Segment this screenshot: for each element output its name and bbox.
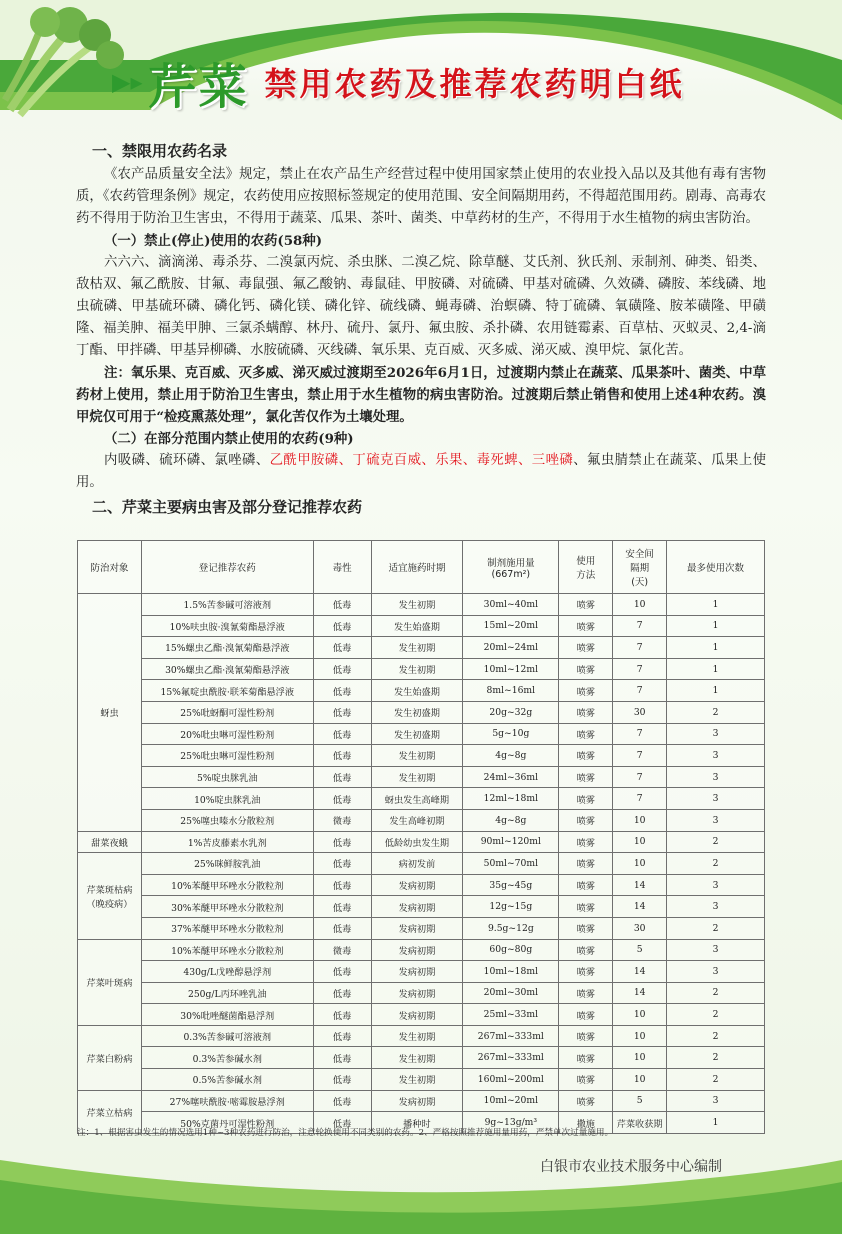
pesticide-cell: 15%螺虫乙酯·溴氰菊酯悬浮液 [141,637,313,659]
method-cell: 喷雾 [559,1090,613,1112]
header-method: 使用 方法 [559,541,613,594]
target-cell: 芹菜立枯病 [78,1090,142,1133]
interval-cell: 10 [613,594,667,616]
bottom-green-wave [0,1130,842,1234]
max-times-cell: 3 [667,874,765,896]
max-times-cell: 2 [667,1025,765,1047]
method-cell: 喷雾 [559,961,613,983]
credit: 白银市农业技术服务中心编制 [540,1159,722,1175]
dosage-cell: 20g~32g [463,701,559,723]
max-times-cell: 3 [667,745,765,767]
dosage-cell: 20ml~24ml [463,637,559,659]
interval-cell: 7 [613,766,667,788]
section1-intro: 《农产品质量安全法》规定，禁止在农产品生产经营过程中使用国家禁止使用的农业投入品以及其他有毒有害物质，《农药管理条例》规定，农药使用应按照标签规定的使用范围、安全间隔期用药，不得超范围用药。剧毒、高毒农药不得用于防治卫生害虫，不得用于蔬菜、瓜果、茶叶、菌类、中草药材的生产，不得用于水生植物的病虫害防治。 [76,167,766,226]
title-subtitle: 禁用农药及推荐农药明白纸 [264,65,685,103]
table-row [78,723,765,745]
table-row [78,594,765,616]
pesticide-cell: 10%苯醚甲环唑水分散粒剂 [141,939,313,961]
toxicity-cell: 低毒 [313,637,371,659]
timing-cell: 发生初盛期 [371,701,463,723]
method-cell: 喷雾 [559,680,613,702]
max-times-cell: 2 [667,1004,765,1026]
method-cell: 喷雾 [559,939,613,961]
dosage-cell: 25ml~33ml [463,1004,559,1026]
toxicity-cell: 低毒 [313,1025,371,1047]
interval-cell: 10 [613,809,667,831]
dosage-cell: 35g~45g [463,874,559,896]
method-cell: 喷雾 [559,637,613,659]
method-cell: 喷雾 [559,896,613,918]
max-times-cell: 1 [667,1112,765,1134]
table-header-row [78,541,765,594]
header-toxicity: 毒性 [313,541,371,594]
interval-cell: 7 [613,615,667,637]
table-row [78,766,765,788]
interval-cell: 10 [613,1069,667,1091]
method-cell: 喷雾 [559,594,613,616]
pesticide-cell: 37%苯醚甲环唑水分散粒剂 [141,917,313,939]
max-times-cell: 2 [667,1047,765,1069]
table-row [78,917,765,939]
interval-cell: 7 [613,680,667,702]
section-banned-list [76,140,766,524]
dosage-cell: 4g~8g [463,809,559,831]
table-row [78,1004,765,1026]
table-row [78,896,765,918]
timing-cell: 发病初期 [371,939,463,961]
max-times-cell: 2 [667,982,765,1004]
interval-cell: 7 [613,723,667,745]
timing-cell: 发生始盛期 [371,680,463,702]
table-row [78,637,765,659]
toxicity-cell: 低毒 [313,831,371,853]
section2-heading: 二、芹菜主要病虫害及部分登记推荐农药 [92,498,363,516]
pesticide-cell: 25%咪鲜胺乳油 [141,853,313,875]
dosage-cell: 30ml~40ml [463,594,559,616]
max-times-cell: 2 [667,831,765,853]
toxicity-cell: 低毒 [313,1112,371,1134]
timing-cell: 发病初期 [371,982,463,1004]
max-times-cell: 3 [667,1090,765,1112]
max-times-cell: 3 [667,809,765,831]
method-cell: 喷雾 [559,1069,613,1091]
pesticide-cell: 5%啶虫脒乳油 [141,766,313,788]
method-cell: 喷雾 [559,874,613,896]
timing-cell: 发生初期 [371,1025,463,1047]
pesticide-cell: 25%吡虫啉可湿性粉剂 [141,745,313,767]
interval-cell: 7 [613,637,667,659]
max-times-cell: 3 [667,766,765,788]
toxicity-cell: 低毒 [313,961,371,983]
method-cell: 喷雾 [559,615,613,637]
timing-cell: 播种时 [371,1112,463,1134]
header-interval: 安全间 隔期 (天) [613,541,667,594]
toxicity-cell: 低毒 [313,917,371,939]
pesticide-cell: 10%苯醚甲环唑水分散粒剂 [141,874,313,896]
toxicity-cell: 低毒 [313,745,371,767]
max-times-cell: 1 [667,615,765,637]
toxicity-cell: 低毒 [313,723,371,745]
header-max-times: 最多使用次数 [667,541,765,594]
header-pesticide: 登记推荐农药 [141,541,313,594]
pesticide-cell: 30%苯醚甲环唑水分散粒剂 [141,896,313,918]
pesticide-cell: 10%呋虫胺·溴氰菊酯悬浮液 [141,615,313,637]
target-cell: 芹菜白粉病 [78,1025,142,1090]
method-cell: 喷雾 [559,809,613,831]
timing-cell: 发病初期 [371,1090,463,1112]
timing-cell: 发生初期 [371,1047,463,1069]
toxicity-cell: 低毒 [313,1047,371,1069]
method-cell: 喷雾 [559,745,613,767]
timing-cell: 发病初期 [371,874,463,896]
toxicity-cell: 低毒 [313,982,371,1004]
sub1-note: 注：氧乐果、克百威、灭多威、涕灭威过渡期至2026年6月1日，过渡期内禁止在蔬菜、瓜果茶叶、菌类、中草药材上使用，禁止用于防治卫生害虫，禁止用于水生植物的病虫害防治。过渡期后禁止销售和使用上述4种农药。溴甲烷仅可用于“检疫熏蒸处理”，氯化苦仅作为土壤处理。 [76,365,766,425]
timing-cell: 发生高峰初期 [371,809,463,831]
timing-cell: 发生始盛期 [371,615,463,637]
method-cell: 喷雾 [559,831,613,853]
dosage-cell: 12g~15g [463,896,559,918]
toxicity-cell: 低毒 [313,1090,371,1112]
pesticide-table [77,540,765,1134]
timing-cell: 发生初期 [371,745,463,767]
method-cell: 喷雾 [559,1025,613,1047]
target-cell: 蚜虫 [78,594,142,832]
table-row [78,874,765,896]
interval-cell: 30 [613,701,667,723]
dosage-cell: 60g~80g [463,939,559,961]
toxicity-cell: 低毒 [313,1004,371,1026]
dosage-cell: 267ml~333ml [463,1025,559,1047]
pesticide-cell: 10%啶虫脒乳油 [141,788,313,810]
interval-cell: 7 [613,658,667,680]
dosage-cell: 267ml~333ml [463,1047,559,1069]
interval-cell: 14 [613,961,667,983]
toxicity-cell: 低毒 [313,701,371,723]
timing-cell: 发生初期 [371,637,463,659]
table-row [78,939,765,961]
pesticide-cell: 25%吡蚜酮可湿性粉剂 [141,701,313,723]
title-celery: 芹菜 [148,58,249,115]
timing-cell: 病初发前 [371,853,463,875]
toxicity-cell: 低毒 [313,766,371,788]
toxicity-cell: 低毒 [313,658,371,680]
max-times-cell: 1 [667,658,765,680]
interval-cell: 5 [613,1090,667,1112]
table-row [78,658,765,680]
timing-cell: 发病初期 [371,896,463,918]
timing-cell: 发生初期 [371,594,463,616]
interval-cell: 芹菜收获期 [613,1112,667,1134]
dosage-cell: 15ml~20ml [463,615,559,637]
max-times-cell: 3 [667,961,765,983]
target-cell: 芹菜斑枯病 （晚疫病） [78,853,142,939]
table-row [78,745,765,767]
header-target: 防治对象 [78,541,142,594]
dosage-cell: 5g~10g [463,723,559,745]
interval-cell: 14 [613,874,667,896]
max-times-cell: 2 [667,917,765,939]
page-title [112,52,685,115]
method-cell: 喷雾 [559,1047,613,1069]
table-row [78,831,765,853]
toxicity-cell: 低毒 [313,615,371,637]
interval-cell: 10 [613,853,667,875]
target-cell: 芹菜叶斑病 [78,939,142,1025]
timing-cell: 发生初期 [371,1069,463,1091]
max-times-cell: 1 [667,680,765,702]
method-cell: 喷雾 [559,658,613,680]
timing-cell: 发病初期 [371,961,463,983]
pesticide-cell: 15%氟啶虫酰胺·联苯菊酯悬浮液 [141,680,313,702]
interval-cell: 7 [613,788,667,810]
pesticide-cell: 25%噻虫嗪水分散粒剂 [141,809,313,831]
max-times-cell: 3 [667,788,765,810]
arrow-icon: ▶▸ [112,68,143,96]
interval-cell: 14 [613,982,667,1004]
max-times-cell: 1 [667,594,765,616]
pesticide-cell: 30%吡唑醚菌酯悬浮剂 [141,1004,313,1026]
table-row [78,1025,765,1047]
method-cell: 喷雾 [559,917,613,939]
table-row [78,1047,765,1069]
section1-heading: 一、禁限用农药名录 [92,142,228,160]
max-times-cell: 3 [667,896,765,918]
dosage-cell: 50ml~70ml [463,853,559,875]
method-cell: 撒施 [559,1112,613,1134]
table-row [78,1069,765,1091]
pesticide-cell: 30%螺虫乙酯·溴氰菊酯悬浮液 [141,658,313,680]
table-row [78,788,765,810]
dosage-cell: 12ml~18ml [463,788,559,810]
timing-cell: 发生初期 [371,766,463,788]
dosage-cell: 160ml~200ml [463,1069,559,1091]
table-row [78,809,765,831]
method-cell: 喷雾 [559,982,613,1004]
sub1-heading: （一）禁止(停止)使用的农药(58种) [104,233,323,249]
pesticide-cell: 0.3%苦参碱可溶液剂 [141,1025,313,1047]
table-row [78,1090,765,1112]
table-row [78,853,765,875]
dosage-cell: 10ml~18ml [463,961,559,983]
method-cell: 喷雾 [559,788,613,810]
interval-cell: 10 [613,1004,667,1026]
timing-cell: 发病初期 [371,1004,463,1026]
timing-cell: 发生初盛期 [371,723,463,745]
method-cell: 喷雾 [559,701,613,723]
dosage-cell: 90ml~120ml [463,831,559,853]
dosage-cell: 20ml~30ml [463,982,559,1004]
toxicity-cell: 低毒 [313,1069,371,1091]
pesticide-cell: 1.5%苦参碱可溶液剂 [141,594,313,616]
table-row [78,701,765,723]
max-times-cell: 3 [667,939,765,961]
timing-cell: 低龄幼虫发生期 [371,831,463,853]
timing-cell: 发生初期 [371,658,463,680]
max-times-cell: 1 [667,637,765,659]
header-timing: 适宜施药时期 [371,541,463,594]
timing-cell: 发病初期 [371,917,463,939]
toxicity-cell: 低毒 [313,788,371,810]
pesticide-cell: 1%苦皮藤素水乳剂 [141,831,313,853]
max-times-cell: 3 [667,723,765,745]
sub1-list: 六六六、滴滴涕、毒杀芬、二溴氯丙烷、杀虫脒、二溴乙烷、除草醚、艾氏剂、狄氏剂、汞制剂、砷类、铅类、敌枯双、氟乙酰胺、甘氟、毒鼠强、氟乙酸钠、毒鼠硅、甲胺磷、对硫磷、甲基对硫磷、久效磷、磷胺、苯线磷、地虫硫磷、甲基硫环磷、磷化钙、磷化镁、磷化锌、硫线磷、蝇毒磷、治螟磷、特丁硫磷、氧磺隆、胺苯磺隆、甲磺隆、福美胂、福美甲胂、三氯杀螨醇、林丹、硫丹、氯丹、氟虫胺、杀扑磷、农用链霉素、百草枯、灭蚁灵、2,4-滴丁酯、甲拌磷、甲基异柳磷、水胺硫磷、灭线磷、氧乐果、克百威、灭多威、涕灭威、溴甲烷、氯化苦。 [76,255,766,358]
interval-cell: 5 [613,939,667,961]
toxicity-cell: 低毒 [313,680,371,702]
pesticide-cell: 20%吡虫啉可湿性粉剂 [141,723,313,745]
dosage-cell: 24ml~36ml [463,766,559,788]
table-row [78,982,765,1004]
pesticide-cell: 27%噻呋酰胺·嘧霉胺悬浮剂 [141,1090,313,1112]
header-dosage: 制剂施用量 (667m²) [463,541,559,594]
pesticide-cell: 430g/L戊唑醇悬浮剂 [141,961,313,983]
dosage-cell: 10ml~20ml [463,1090,559,1112]
max-times-cell: 2 [667,853,765,875]
max-times-cell: 2 [667,1069,765,1091]
interval-cell: 7 [613,745,667,767]
table-row [78,615,765,637]
pesticide-cell: 0.5%苦参碱水剂 [141,1069,313,1091]
interval-cell: 10 [613,1047,667,1069]
toxicity-cell: 低毒 [313,874,371,896]
interval-cell: 10 [613,1025,667,1047]
timing-cell: 蚜虫发生高峰期 [371,788,463,810]
table-footnote: 注：1、根据害虫发生的情况选用1种~3种农药进行防治，注意轮换使用不同类别的农药。2、严格按照推荐施用量用药，严禁单次过量施用。 [77,1128,614,1138]
interval-cell: 30 [613,917,667,939]
pesticide-cell: 250g/L丙环唑乳油 [141,982,313,1004]
max-times-cell: 2 [667,701,765,723]
dosage-cell: 9.5g~12g [463,917,559,939]
interval-cell: 14 [613,896,667,918]
pesticide-cell: 50%克菌丹可湿性粉剂 [141,1112,313,1134]
dosage-cell: 9g~13g/m³ [463,1112,559,1134]
table-row [78,961,765,983]
method-cell: 喷雾 [559,1004,613,1026]
sub2-text: 内吸磷、硫环磷、氯唑磷、乙酰甲胺磷、丁硫克百威、乐果、毒死蜱、三唑磷、氟虫腈禁止在蔬菜、瓜果上使用。 [76,453,767,490]
dosage-cell: 4g~8g [463,745,559,767]
method-cell: 喷雾 [559,723,613,745]
toxicity-cell: 低毒 [313,853,371,875]
pesticide-cell: 0.3%苦参碱水剂 [141,1047,313,1069]
dosage-cell: 10ml~12ml [463,658,559,680]
target-cell: 甜菜夜蛾 [78,831,142,853]
method-cell: 喷雾 [559,766,613,788]
toxicity-cell: 微毒 [313,939,371,961]
method-cell: 喷雾 [559,853,613,875]
toxicity-cell: 低毒 [313,594,371,616]
toxicity-cell: 微毒 [313,809,371,831]
toxicity-cell: 低毒 [313,896,371,918]
dosage-cell: 8ml~16ml [463,680,559,702]
table-row [78,680,765,702]
sub2-red-list: 乙酰甲胺磷、丁硫克百威、乐果、毒死蜱、三唑磷 [269,453,574,468]
interval-cell: 10 [613,831,667,853]
sub2-heading: （二）在部分范围内禁止使用的农药(9种) [104,431,354,447]
